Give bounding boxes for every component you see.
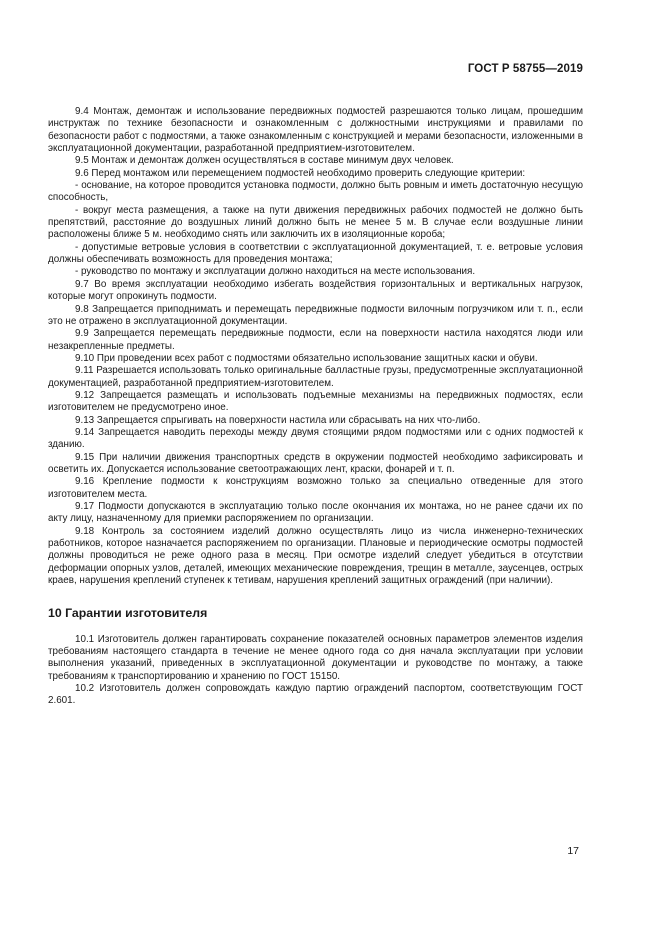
clause-9-4: 9.4 Монтаж, демонтаж и использование передвижных подмостей разрешаются только лицам, прошедшим инструктаж по технике безопасности и ознакомленным с должностными инструкциями и правилами по безопасности работ с подмостями, а также ознакомленным с конструкцией и мерами безопасности, изложенными в эксплуатационной документации, разработанной предприятием-изготовителем. bbox=[48, 106, 583, 155]
clause-10-2: 10.2 Изготовитель должен сопровождать каждую партию ограждений паспортом, соответствующим ГОСТ 2.601. bbox=[48, 683, 583, 707]
clause-9-17: 9.17 Подмости допускаются в эксплуатацию только после окончания их монтажа, но не ранее сдачи их по акту лицу, назначенному для приемки распоряжением по организации. bbox=[48, 501, 583, 525]
document-body bbox=[48, 106, 583, 708]
clause-9-12: 9.12 Запрещается размещать и использовать подъемные механизмы на передвижных подмостях, если изготовителем не предусмотрено иное. bbox=[48, 389, 583, 414]
section-heading: 10 Гарантии изготовителя bbox=[48, 606, 208, 621]
criteria-item-base: - основание, на которое проводится установка подмости, должно быть ровным и иметь достаточную несущую способность, bbox=[48, 180, 583, 204]
clause-9-7: 9.7 Во время эксплуатации необходимо избегать воздействия горизонтальных и вертикальных нагрузок, которые могут опрокинуть подмости. bbox=[48, 278, 583, 303]
clause-9-6: 9.6 Перед монтажом или перемещением подмостей необходимо проверить следующие критерии: bbox=[75, 167, 526, 179]
clause-9-16: 9.16 Крепление подмости к конструкциям возможно только за специально отведенные для этого изготовителем места. bbox=[48, 476, 583, 500]
criteria-item-obstacles: - вокруг места размещения, а также на пути движения передвижных рабочих подмостей не должно быть препятствий, расстояние до воздушных линий должно быть не менее 5 м. В случае если воздушные линии расположены ближе 5 м. необходимо снять или заключить их в изоляционные короба; bbox=[48, 204, 583, 241]
clause-9-18: 9.18 Контроль за состоянием изделий должно осуществлять лицо из числа инженерно-технических работников, которое назначается распоряжением по организации. Плановые и периодические осмотры подмостей должны проводиться не реже одного раза в месяц. При осмотре изделий следует убедиться в отсутствии деформации опорных узлов, деталей, имеющих механические повреждения, трещин в металле, заусенцев, острых краев, нарушения креплений ступенек к тетивам, нарушения креплений защитных ограждений (при наличии). bbox=[48, 525, 583, 587]
page-number: 17 bbox=[567, 845, 579, 857]
clause-9-13: 9.13 Запрещается спрыгивать на поверхности настила или сбрасывать на них что-либо. bbox=[75, 414, 481, 426]
clause-10-1: 10.1 Изготовитель должен гарантировать сохранение показателей основных параметров элементов изделия требованиям настоящего стандарта в течение не менее одного года со дня начала эксплуатации при условии выполнения указаний, приведенных в эксплуатационной документации и руководстве по монтажу, а также требованиям к транспортированию и хранению по ГОСТ 15150. bbox=[48, 633, 583, 682]
document-header: ГОСТ Р 58755—2019 bbox=[467, 63, 583, 75]
clause-9-14: 9.14 Запрещается наводить переходы между двумя стоящими рядом подмостями или с одних подмостей к зданию. bbox=[48, 426, 583, 451]
clause-9-11: 9.11 Разрешается использовать только оригинальные балластные грузы, предусмотренные эксплуатационной документацией, разработанной предприятием-изготовителем. bbox=[48, 365, 583, 389]
clause-9-15: 9.15 При наличии движения транспортных средств в окружении подмостей необходимо зафиксировать и осветить их. Допускается использование светоотражающих лент, краски, фонарей и т. п. bbox=[48, 451, 583, 475]
criteria-item-manual: - руководство по монтажу и эксплуатации должно находиться на месте использования. bbox=[75, 266, 476, 278]
clause-9-9: 9.9 Запрещается перемещать передвижные подмости, если на поверхности настила находятся люди или незакрепленные предметы. bbox=[48, 328, 583, 352]
clause-9-5: 9.5 Монтаж и демонтаж должен осуществляться в составе минимум двух человек. bbox=[75, 155, 454, 167]
clause-9-8: 9.8 Запрещается приподнимать и перемещать передвижные подмости вилочным погрузчиком или т. п., если это не отражено в эксплуатационной документации. bbox=[48, 303, 583, 327]
criteria-item-wind: - допустимые ветровые условия в соответствии с эксплуатационной документацией, т. е. ветровые условия должны обеспечивать возможность для проведения монтажа; bbox=[48, 241, 583, 266]
clause-9-10: 9.10 При проведении всех работ с подмостями обязательно использование защитных каски и обуви. bbox=[75, 352, 538, 364]
